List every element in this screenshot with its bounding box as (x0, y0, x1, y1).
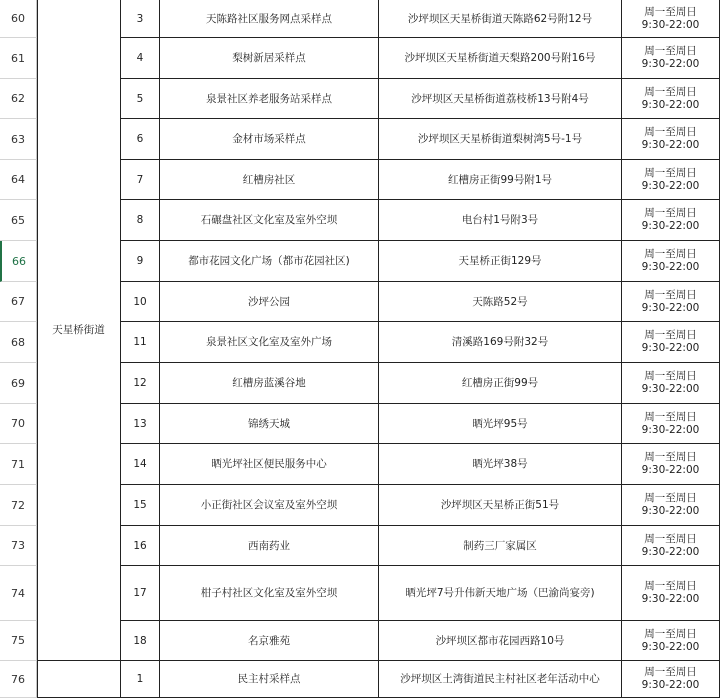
address-text: 红槽房正街99号附1号 (447, 173, 553, 186)
address-text: 晒光坪7号升伟新天地广场（巴渝尚宴旁) (405, 587, 595, 599)
address-text: 红槽房正街99号 (461, 377, 539, 389)
cell-hours[interactable] (622, 322, 720, 363)
cell-index[interactable] (121, 404, 160, 444)
row-number-label: 62 (11, 92, 25, 105)
cell-address[interactable] (379, 0, 622, 38)
site-name-text: 民主村采样点 (237, 673, 301, 685)
hours-days-text: 周一至周日 (644, 5, 697, 18)
site-name-text: 石碾盘社区文化室及室外空坝 (200, 214, 338, 226)
cell-index[interactable] (121, 363, 160, 404)
index-text: 11 (133, 336, 147, 348)
cell-site-name[interactable] (160, 200, 379, 241)
row-number[interactable] (0, 485, 37, 526)
hours-time-text: 9:30-22:00 (641, 139, 700, 151)
index-text: 10 (133, 295, 147, 308)
site-name-text: 西南药业 (248, 539, 290, 552)
hours-days-text: 周一至周日 (644, 45, 697, 57)
hours-days-text: 周一至周日 (644, 370, 697, 382)
hours-time-text: 9:30-22:00 (641, 98, 700, 111)
cell-site-name[interactable] (160, 160, 379, 200)
cell-hours[interactable] (622, 566, 720, 621)
cell-site-name[interactable] (160, 79, 379, 119)
cell-site-name[interactable] (160, 661, 379, 698)
cell-hours[interactable] (622, 621, 720, 661)
cell-site-name[interactable] (160, 282, 379, 322)
cell-address[interactable] (379, 485, 622, 526)
site-name-text: 晒光坪社区便民服务中心 (211, 458, 327, 470)
hours-days-text: 周一至周日 (644, 532, 697, 545)
cell-hours[interactable] (622, 160, 720, 200)
cell-site-name[interactable] (160, 485, 379, 526)
row-number[interactable] (0, 322, 37, 363)
index-text: 17 (133, 587, 147, 599)
cell-hours[interactable] (622, 0, 720, 38)
row-number[interactable] (0, 38, 37, 79)
site-name-text: 金材市场采样点 (232, 133, 306, 145)
hours-days-text: 周一至周日 (644, 580, 697, 592)
cell-site-name[interactable] (160, 444, 379, 485)
cell-address[interactable] (379, 621, 622, 661)
index-text: 1 (136, 673, 144, 685)
row-number-label: 64 (11, 173, 25, 186)
row-number[interactable] (0, 79, 37, 119)
row-number-label: 63 (11, 132, 25, 146)
address-text: 沙坪坝区天星桥街道梨树湾5号-1号 (417, 133, 583, 145)
cell-index[interactable] (121, 621, 160, 661)
cell-hours[interactable] (622, 241, 720, 282)
index-text: 12 (133, 377, 147, 389)
index-text: 18 (133, 634, 147, 647)
cell-address[interactable] (379, 566, 622, 621)
row-number-label: 75 (11, 634, 25, 647)
site-name-text: 泉景社区养老服务站采样点 (206, 92, 332, 105)
cell-address[interactable] (379, 526, 622, 566)
address-text: 沙坪坝区土湾街道民主村社区老年活动中心 (400, 673, 600, 685)
cell-address[interactable] (379, 282, 622, 322)
hours-time-text: 9:30-22:00 (641, 220, 700, 232)
hours-days-text: 周一至周日 (644, 248, 697, 260)
row-number[interactable] (0, 282, 37, 322)
address-text: 晒光坪95号 (472, 417, 528, 430)
row-number[interactable] (0, 621, 37, 661)
hours-days-text: 周一至周日 (644, 207, 697, 219)
hours-time-text: 9:30-22:00 (641, 505, 700, 517)
site-name-text: 锦绣天城 (248, 417, 290, 430)
row-number[interactable] (0, 404, 37, 444)
address-text: 沙坪坝区都市花园西路10号 (435, 634, 565, 647)
cell-index[interactable] (121, 200, 160, 241)
cell-address[interactable] (379, 241, 622, 282)
row-number[interactable] (0, 526, 37, 566)
address-text: 制药三厂家属区 (463, 539, 537, 552)
hours-time-text: 9:30-22:00 (641, 593, 700, 605)
cell-site-name[interactable] (160, 119, 379, 160)
cell-hours[interactable] (622, 119, 720, 160)
cell-site-name[interactable] (160, 566, 379, 621)
row-number-label: 67 (11, 295, 25, 308)
hours-days-text: 周一至周日 (644, 329, 697, 341)
index-text: 5 (136, 92, 144, 105)
site-name-text: 柑子村社区文化室及室外空坝 (200, 587, 338, 599)
hours-days-text: 周一至周日 (644, 627, 697, 640)
cell-street-merged[interactable] (37, 0, 121, 661)
hours-time-text: 9:30-22:00 (641, 545, 700, 558)
cell-address[interactable] (379, 200, 622, 241)
address-text: 沙坪坝区天星桥街道天陈路62号附12号 (407, 12, 593, 25)
cell-hours[interactable] (622, 38, 720, 79)
site-name-text: 名京雅苑 (248, 634, 290, 647)
address-text: 电台村1号附3号 (461, 214, 539, 226)
site-name-text: 都市花园文化广场（都市花园社区) (188, 255, 350, 267)
street-name-text: 天星桥街道 (52, 324, 105, 336)
row-number[interactable] (0, 363, 37, 404)
cell-index[interactable] (121, 282, 160, 322)
hours-time-text: 9:30-22:00 (641, 679, 700, 691)
index-text: 15 (133, 499, 147, 511)
hours-days-text: 周一至周日 (644, 666, 697, 678)
cell-site-name[interactable] (160, 526, 379, 566)
row-number-label: 65 (11, 213, 25, 227)
cell-index[interactable] (121, 322, 160, 363)
cell-hours[interactable] (622, 526, 720, 566)
cell-hours[interactable] (622, 404, 720, 444)
row-number-label: 76 (11, 672, 25, 686)
site-name-text: 小正街社区会议室及室外空坝 (200, 499, 338, 511)
cell-address[interactable] (379, 363, 622, 404)
row-number-label: 69 (11, 376, 25, 390)
cell-index[interactable] (121, 444, 160, 485)
cell-hours[interactable] (622, 282, 720, 322)
row-number[interactable] (0, 0, 37, 38)
hours-time-text: 9:30-22:00 (641, 301, 700, 314)
hours-time-text: 9:30-22:00 (641, 640, 700, 653)
row-number-label: 70 (11, 417, 25, 430)
row-number[interactable] (0, 444, 37, 485)
hours-days-text: 周一至周日 (644, 492, 697, 504)
hours-time-text: 9:30-22:00 (641, 464, 700, 476)
hours-time-text: 9:30-22:00 (641, 179, 700, 192)
hours-time-text: 9:30-22:00 (641, 423, 700, 436)
row-number[interactable] (0, 566, 37, 621)
site-name-text: 红槽房蓝溪谷地 (232, 377, 306, 389)
cell-index[interactable] (121, 661, 160, 698)
row-number[interactable] (0, 160, 37, 200)
cell-index[interactable] (121, 485, 160, 526)
hours-time-text: 9:30-22:00 (641, 383, 700, 395)
row-number-label: 61 (11, 51, 25, 65)
cell-site-name[interactable] (160, 363, 379, 404)
site-name-text: 红槽房社区 (242, 173, 296, 186)
site-name-text: 梨树新居采样点 (232, 52, 306, 64)
cell-index[interactable] (121, 566, 160, 621)
row-number[interactable] (0, 200, 37, 241)
hours-days-text: 周一至周日 (644, 288, 697, 301)
address-text: 天星桥正街129号 (458, 255, 542, 267)
cell-site-name[interactable] (160, 621, 379, 661)
row-number-label: 74 (11, 586, 25, 600)
row-number[interactable] (0, 119, 37, 160)
cell-index[interactable] (121, 38, 160, 79)
address-text: 沙坪坝区天星桥街道天梨路200号附16号 (404, 52, 596, 64)
cell-index[interactable] (121, 241, 160, 282)
cell-hours[interactable] (622, 485, 720, 526)
site-name-text: 沙坪公园 (248, 295, 290, 308)
hours-days-text: 周一至周日 (644, 166, 697, 179)
cell-address[interactable] (379, 661, 622, 698)
site-name-text: 天陈路社区服务网点采样点 (206, 12, 332, 25)
index-text: 16 (133, 539, 147, 552)
cell-address[interactable] (379, 322, 622, 363)
hours-days-text: 周一至周日 (644, 85, 697, 98)
cell-index[interactable] (121, 160, 160, 200)
hours-days-text: 周一至周日 (644, 126, 697, 138)
hours-time-text: 9:30-22:00 (641, 342, 700, 354)
index-text: 3 (136, 12, 144, 25)
cell-address[interactable] (379, 79, 622, 119)
hours-days-text: 周一至周日 (644, 451, 697, 463)
address-text: 晒光坪38号 (472, 458, 528, 470)
row-number-label: 73 (11, 539, 25, 552)
row-number-label: 72 (11, 498, 25, 512)
cell-address[interactable] (379, 444, 622, 485)
hours-time-text: 9:30-22:00 (641, 58, 700, 70)
cell-hours[interactable] (622, 363, 720, 404)
cell-address[interactable] (379, 404, 622, 444)
index-text: 7 (136, 173, 144, 186)
row-number-label: 60 (11, 12, 25, 25)
address-text: 沙坪坝区天星桥正街51号 (440, 499, 560, 511)
cell-index[interactable] (121, 79, 160, 119)
cell-index[interactable] (121, 119, 160, 160)
index-text: 14 (133, 458, 147, 470)
cell-site-name[interactable] (160, 322, 379, 363)
row-number[interactable] (0, 241, 37, 282)
index-text: 6 (136, 133, 144, 145)
cell-hours[interactable] (622, 661, 720, 698)
row-number-label: 71 (11, 457, 25, 471)
index-text: 9 (136, 255, 144, 267)
cell-site-name[interactable] (160, 241, 379, 282)
cell-site-name[interactable] (160, 404, 379, 444)
cell-index[interactable] (121, 0, 160, 38)
cell-hours[interactable] (622, 200, 720, 241)
cell-index[interactable] (121, 526, 160, 566)
address-text: 清溪路169号附32号 (451, 336, 549, 348)
row-number-label: 66 (12, 254, 26, 268)
address-text: 沙坪坝区天星桥街道荔枝桥13号附4号 (411, 92, 589, 105)
address-text: 天陈路52号 (472, 295, 528, 308)
table-left-border (37, 0, 38, 698)
cell-address[interactable] (379, 119, 622, 160)
cell-address[interactable] (379, 38, 622, 79)
cell-site-name[interactable] (160, 0, 379, 38)
index-text: 8 (136, 214, 144, 226)
row-number-label: 68 (11, 335, 25, 349)
cell-street-empty[interactable] (37, 661, 121, 698)
site-name-text: 泉景社区文化室及室外广场 (206, 336, 332, 348)
hours-time-text: 9:30-22:00 (641, 261, 700, 273)
cell-site-name[interactable] (160, 38, 379, 79)
index-text: 4 (136, 52, 144, 64)
cell-hours[interactable] (622, 79, 720, 119)
hours-time-text: 9:30-22:00 (641, 18, 700, 31)
index-text: 13 (133, 417, 147, 430)
cell-hours[interactable] (622, 444, 720, 485)
hours-days-text: 周一至周日 (644, 410, 697, 423)
cell-address[interactable] (379, 160, 622, 200)
row-number[interactable] (0, 661, 37, 698)
